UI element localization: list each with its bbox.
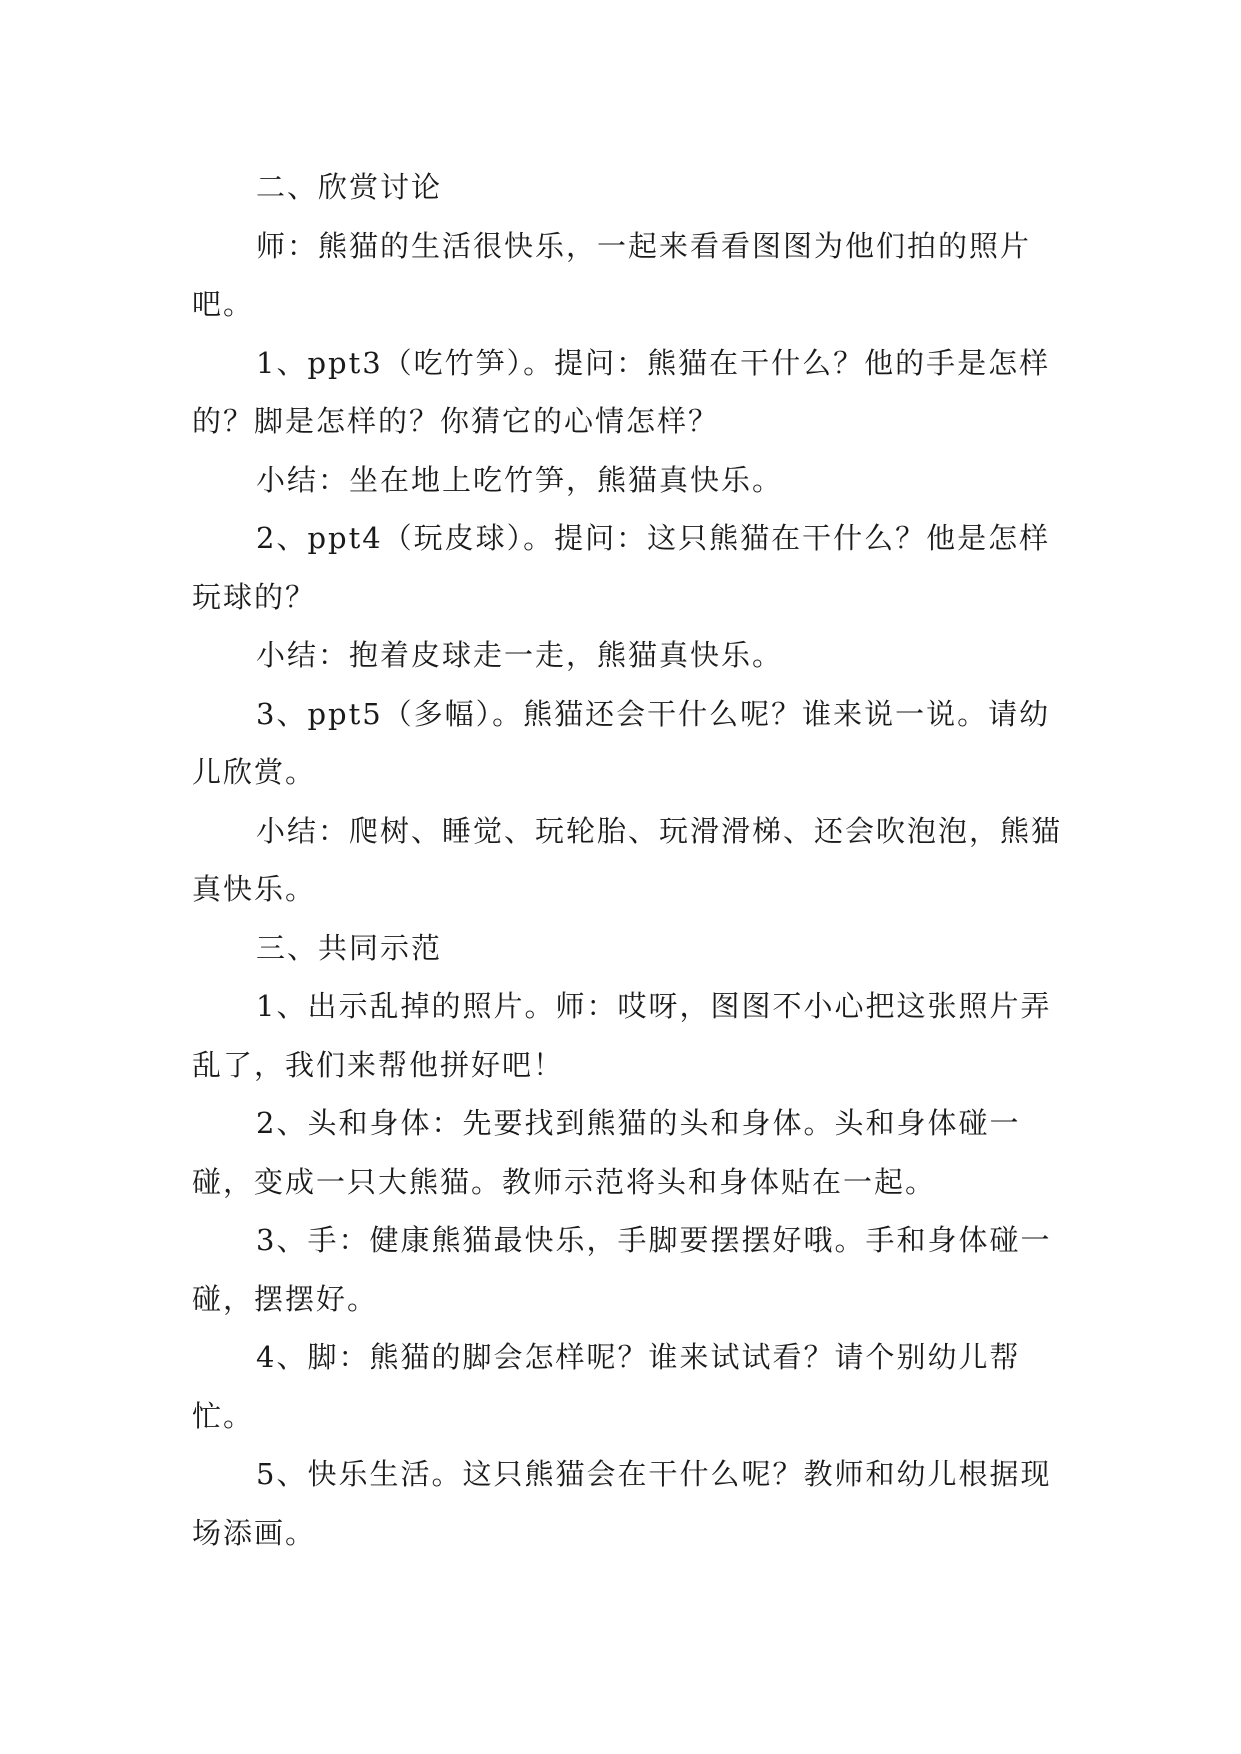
paragraph: 3、ppt5（多幅）。熊猫还会干什么呢？谁来说一说。请幼儿欣赏。 xyxy=(192,696,1051,789)
paragraph: 小结：坐在地上吃竹笋，熊猫真快乐。 xyxy=(256,462,784,497)
section-heading-demonstration: 三、共同示范 xyxy=(256,930,443,965)
paragraph: 小结：爬树、睡觉、玩轮胎、玩滑滑梯、还会吹泡泡，熊猫真快乐。 xyxy=(192,813,1063,906)
paragraph: 小结：抱着皮球走一走，熊猫真快乐。 xyxy=(256,638,784,672)
paragraph: 2、头和身体：先要找到熊猫的头和身体。头和身体碰一碰，变成一只大熊猫。教师示范将头和身体贴在一起。 xyxy=(192,1106,1021,1199)
paragraph: 1、出示乱掉的照片。师：哎呀，图图不小心把这张照片弄乱了，我们来帮他拼好吧！ xyxy=(192,989,1052,1082)
paragraph: 师：熊猫的生活很快乐，一起来看看图图为他们拍的照片吧。 xyxy=(192,228,1032,321)
paragraph: 1、ppt3（吃竹笋）。提问：熊猫在干什么？他的手是怎样的？脚是怎样的？你猜它的心情怎样？ xyxy=(192,345,1051,438)
document-body xyxy=(192,158,1072,1562)
paragraph: 4、脚：熊猫的脚会怎样呢？谁来试试看？请个别幼儿帮忙。 xyxy=(192,1340,1021,1433)
section-heading-appreciation: 二、欣赏讨论 xyxy=(256,170,443,204)
paragraph: 2、ppt4（玩皮球）。提问：这只熊猫在干什么？他是怎样玩球的？ xyxy=(192,521,1051,614)
paragraph: 5、快乐生活。这只熊猫会在干什么呢？教师和幼儿根据现场添画。 xyxy=(192,1457,1052,1550)
paragraph: 3、手：健康熊猫最快乐，手脚要摆摆好哦。手和身体碰一碰，摆摆好。 xyxy=(192,1223,1052,1316)
